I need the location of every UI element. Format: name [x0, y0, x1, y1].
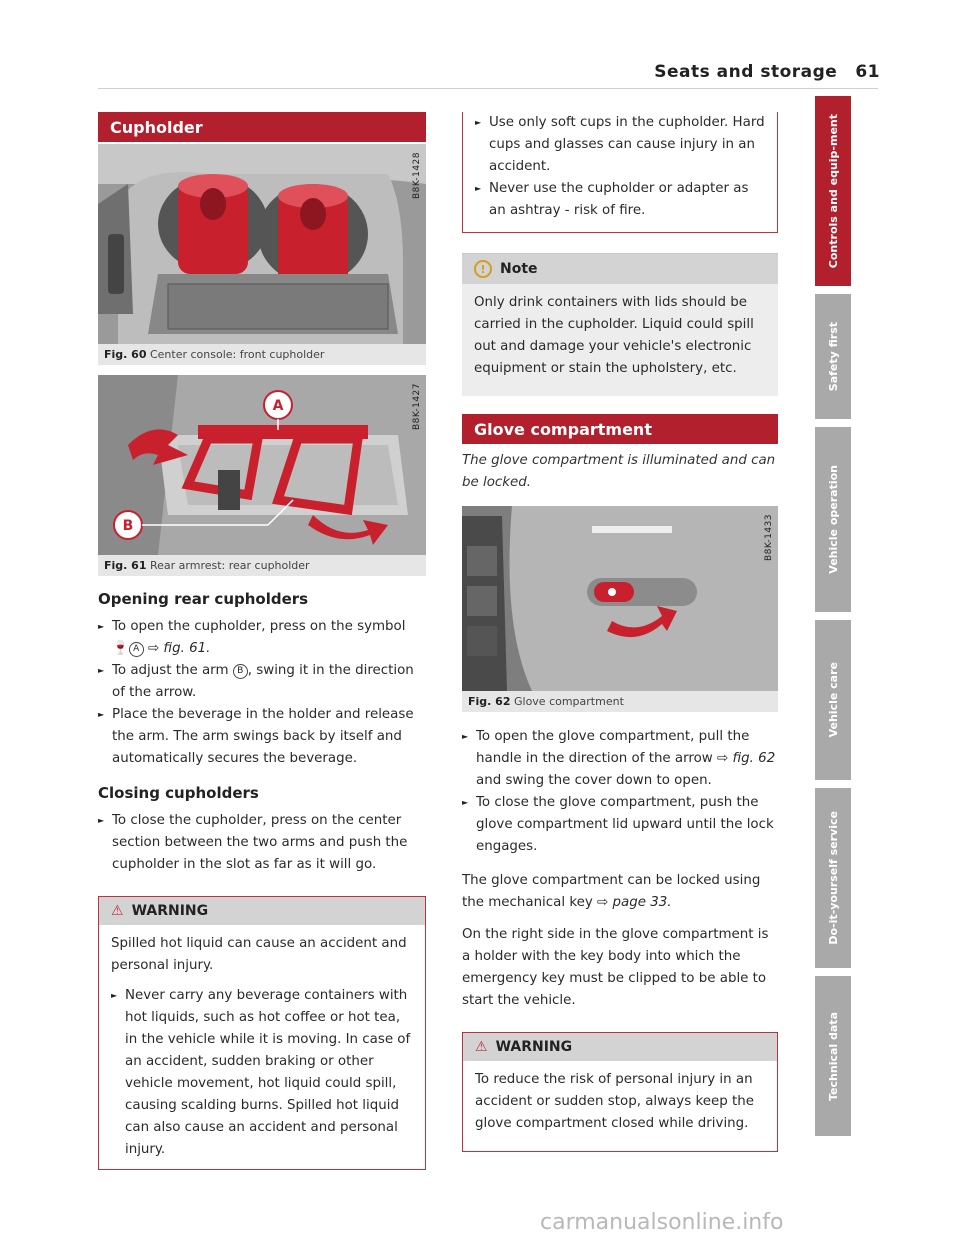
- marker-a: A: [129, 642, 144, 657]
- step-text: To open the cupholder, press on the symbol: [112, 619, 406, 634]
- section-title-cupholder: Cupholder: [98, 112, 426, 142]
- warning-title: WARNING: [495, 1039, 573, 1055]
- tab-label: Do-it-yourself service: [826, 811, 840, 945]
- warning-title: WARNING: [131, 903, 209, 919]
- figure-caption-text: Center console: front cupholder: [149, 348, 325, 361]
- callout-a: A: [272, 398, 284, 414]
- warning-triangle-icon: ⚠: [475, 1039, 488, 1055]
- section-title-glove-compartment: Glove compartment: [462, 414, 778, 444]
- list-item: ► Place the beverage in the holder and release the arm. The arm swings back by itself and automatically secures the beverage.: [98, 704, 426, 770]
- list-item: [98, 616, 426, 660]
- header-rule: [98, 88, 878, 89]
- heading-closing-cupholders: Closing cupholders: [98, 784, 259, 802]
- glove-steps-list: [462, 726, 778, 858]
- note-header: [462, 254, 778, 284]
- step-text: and swing the cover down to open.: [476, 773, 712, 788]
- header-title: Seats and storage: [654, 62, 838, 82]
- tab-vehicle-operation[interactable]: [815, 427, 851, 612]
- step-text: To open the glove compartment, pull the handle in the direction of the arrow: [476, 729, 750, 766]
- heading-opening-rear-cupholders: Opening rear cupholders: [98, 590, 309, 608]
- tab-safety-first[interactable]: [815, 294, 851, 419]
- note-text: Only drink containers with lids should be carried in the cupholder. Liquid could spill out and damage your vehicle's electronic equipment or stain the upholstery, etc.: [474, 295, 754, 376]
- tab-vehicle-care[interactable]: [815, 620, 851, 780]
- paragraph-key-lock: [462, 870, 778, 914]
- opening-steps-list: [98, 616, 426, 770]
- figure-61-rear-cupholder: [98, 375, 426, 555]
- paragraph-emergency-key: On the right side in the glove compartment is a holder with the key body into which the emergency key must be clipped to be able to start the vehicle.: [462, 927, 769, 1008]
- tab-controls-and-equipment[interactable]: [815, 96, 851, 286]
- list-item: ► To close the glove compartment, push the glove compartment lid upward until the lock engages.: [462, 792, 778, 858]
- figure-60-front-cupholder: [98, 144, 426, 344]
- figure-label: Fig. 62: [468, 695, 511, 708]
- list-item: ► Never carry any beverage containers with hot liquids, such as hot coffee or hot tea, in the vehicle while it is moving. In case of an accident, sudden braking or other vehicle movement, hot liquid could spill, causing scalding burns. Spilled hot liquid can also cause an accident and personal injury.: [111, 985, 413, 1161]
- figure-label: Fig. 60: [104, 348, 147, 361]
- figure-code: B8K-1427: [412, 383, 422, 431]
- warning-header: [99, 897, 425, 925]
- tab-technical-data[interactable]: [815, 976, 851, 1136]
- list-item: ► Never use the cupholder or adapter as an ashtray - risk of fire.: [475, 178, 765, 222]
- warning-intro: Spilled hot liquid can cause an accident and personal injury.: [111, 936, 407, 973]
- tab-label: Vehicle care: [826, 662, 840, 738]
- page-reference[interactable]: ⇨ page 33.: [597, 895, 672, 910]
- tab-label: Technical data: [826, 1011, 840, 1101]
- figure-caption-text: Rear armrest: rear cupholder: [149, 559, 310, 572]
- list-item: ► Use only soft cups in the cupholder. Hard cups and glasses can cause injury in an accident.: [475, 112, 765, 178]
- note-title: Note: [500, 261, 538, 277]
- glove-compartment-illustration: [462, 506, 778, 691]
- list-item: [462, 726, 778, 792]
- front-cupholder-illustration: [98, 144, 426, 344]
- warning-header: [463, 1033, 777, 1061]
- section-intro: The glove compartment is illuminated and can be locked.: [462, 453, 776, 490]
- tab-label: Safety first: [826, 321, 840, 392]
- tab-label: Controls and equip-ment: [826, 113, 840, 269]
- cup-icon: 🍷: [112, 641, 129, 656]
- marker-b: B: [233, 664, 248, 679]
- figure-caption-text: Glove compartment: [513, 695, 624, 708]
- page-number: 61: [855, 62, 880, 82]
- warning-body: [99, 925, 425, 1169]
- list-item: [98, 660, 426, 704]
- watermark: carmanualsonline.info: [540, 1210, 784, 1235]
- figure-62-glove-compartment: [462, 506, 778, 691]
- tab-do-it-yourself-service[interactable]: [815, 788, 851, 968]
- warning-triangle-icon: ⚠: [111, 903, 124, 919]
- note-body: [462, 284, 778, 396]
- step-text: , swing it in the direction of the arrow.: [112, 663, 414, 700]
- figure-60-caption: [98, 344, 426, 365]
- note-circle-icon: !: [474, 260, 492, 278]
- warning-box-glove: [462, 1032, 778, 1152]
- warning-text: To reduce the risk of personal injury in an accident or sudden stop, always keep the glove compartment closed while driving.: [475, 1072, 754, 1131]
- warning-list: [111, 985, 413, 1161]
- callout-b: B: [122, 518, 134, 534]
- figure-61-caption: [98, 555, 426, 576]
- figure-reference[interactable]: ⇨ fig. 61.: [147, 641, 211, 656]
- figure-62-caption: [462, 691, 778, 712]
- tab-label: Vehicle operation: [826, 465, 840, 574]
- running-header: [588, 62, 880, 82]
- warning-box-hot-liquid: [98, 896, 426, 1170]
- left-column: [98, 112, 426, 1170]
- figure-code: B8K-1433: [764, 514, 774, 562]
- step-text: To adjust the arm: [112, 663, 229, 678]
- warning-continuation-box: [462, 112, 778, 233]
- warning-body: [463, 1061, 777, 1151]
- note-box: [462, 253, 778, 396]
- right-column: [462, 112, 778, 1152]
- list-item: ► To close the cupholder, press on the center section between the two arms and push the cupholder in the slot as far as it will go.: [98, 810, 426, 876]
- rear-cupholder-illustration: [98, 375, 426, 555]
- figure-label: Fig. 61: [104, 559, 147, 572]
- figure-code: B8K-1428: [412, 152, 422, 200]
- chapter-tabs: [815, 96, 851, 1144]
- figure-reference[interactable]: ⇨ fig. 62: [717, 751, 776, 766]
- closing-steps-list: [98, 810, 426, 876]
- paragraph-text: The glove compartment can be locked using the mechanical key: [462, 873, 761, 910]
- warning-continuation-list: [475, 112, 765, 222]
